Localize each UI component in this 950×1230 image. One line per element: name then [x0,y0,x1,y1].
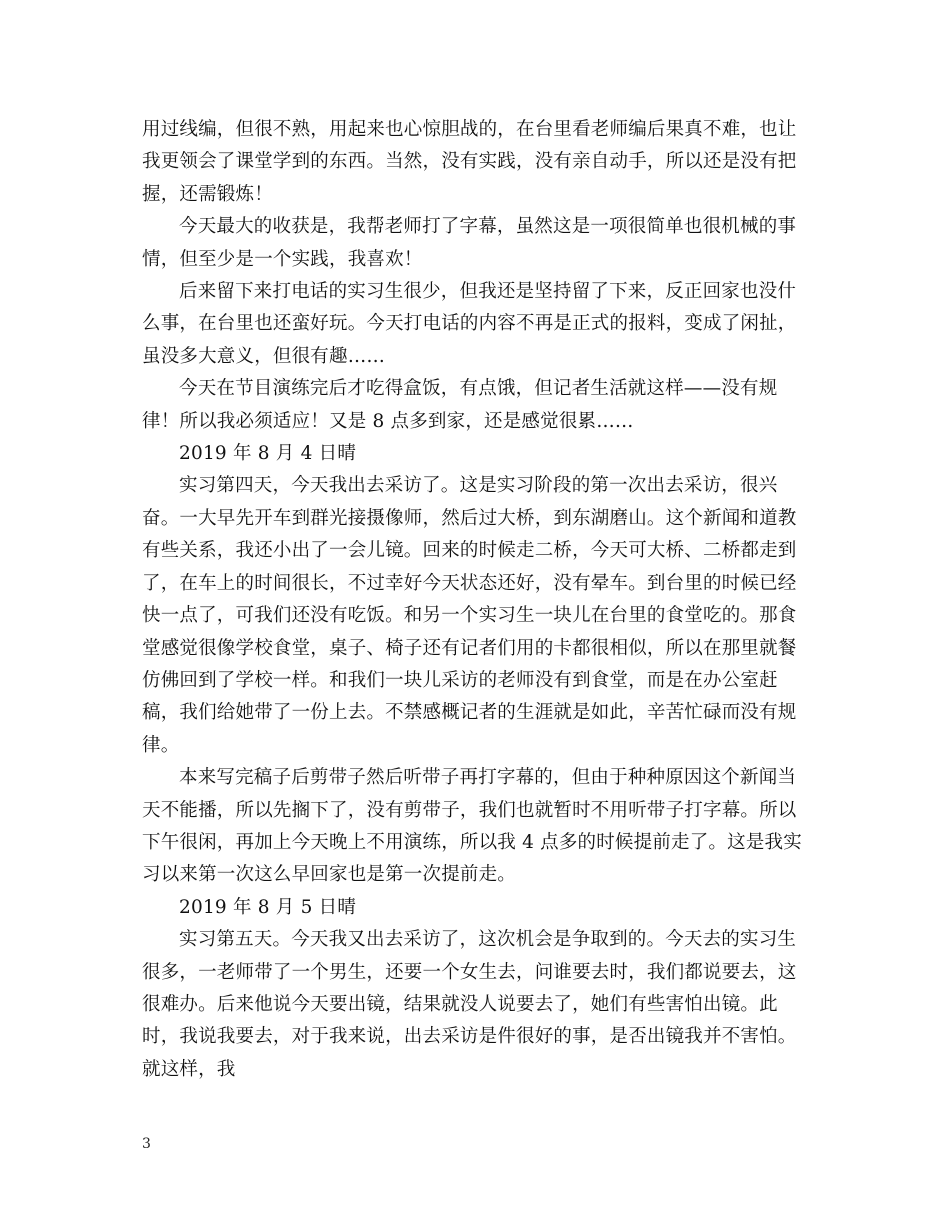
date-heading-aug-5: 2019 年 8 月 5 日晴 [179,896,357,918]
paragraph-6: 本来写完稿子后剪带子然后听带子再打字幕的，但由于种种原因这个新闻当天不能播，所以先搁下了，没有剪带子，我们也就暂时不用听带子打字幕。所以下午很闲，再加上今天晚上不用演练，所以我 4 点多的时候提前走了。这是我实习以来第一次这么早回家也是第一次提前走。 [142,767,802,886]
paragraph-5: 实习第四天，今天我出去采访了。这是实习阶段的第一次出去采访，很兴奋。一大早先开车到群光接摄像师，然后过大桥，到东湖磨山。这个新闻和道教有些关系，我还小出了一会儿镜。回来的时候走二桥，今天可大桥、二桥都走到了，在车上的时间很长，不过幸好今天状态还好，没有晕车。到台里的时候已经快一点了，可我们还没有吃饭。和另一个实习生一块儿在台里的食堂吃的。那食堂感觉很像学校食堂，桌子、椅子还有记者们用的卡都很相似，所以在那里就餐仿佛回到了学校一样。和我们一块儿采访的老师没有到食堂，而是在办公室赶稿，我们给她带了一份上去。不禁感概记者的生涯就是如此，辛苦忙碌而没有规律。 [142,475,797,756]
paragraph-1: 用过线编，但很不熟，用起来也心惊胆战的，在台里看老师编后果真不难，也让我更领会了课堂学到的东西。当然，没有实践，没有亲自动手，所以还是没有把握，还需锻炼！ [142,119,797,205]
paragraph-4: 今天在节目演练完后才吃得盒饭，有点饿，但记者生活就这样——没有规律！所以我必须适应！又是 8 点多到家，还是感觉很累…… [142,378,778,432]
page-number: 3 [142,1136,151,1152]
paragraph-3: 后来留下来打电话的实习生很少，但我还是坚持留了下来，反正回家也没什么事，在台里也还蛮好玩。今天打电话的内容不再是正式的报料，变成了闲扯，虽没多大意义，但很有趣…… [142,281,797,367]
body-text [142,114,814,1086]
paragraph-2: 今天最大的收获是，我帮老师打了字幕，虽然这是一项很简单也很机械的事情，但至少是一个实践，我喜欢！ [142,216,797,270]
paragraph-7: 实习第五天。今天我又出去采访了，这次机会是争取到的。今天去的实习生很多，一老师带了一个男生，还要一个女生去，问谁要去时，我们都说要去，这很难办。后来他说今天要出镜，结果就没人说要去了，她们有些害怕出镜。此时，我说我要去，对于我来说，出去采访是件很好的事，是否出镜我并不害怕。就这样，我 [142,929,797,1080]
date-heading-aug-4: 2019 年 8 月 4 日晴 [179,443,357,465]
